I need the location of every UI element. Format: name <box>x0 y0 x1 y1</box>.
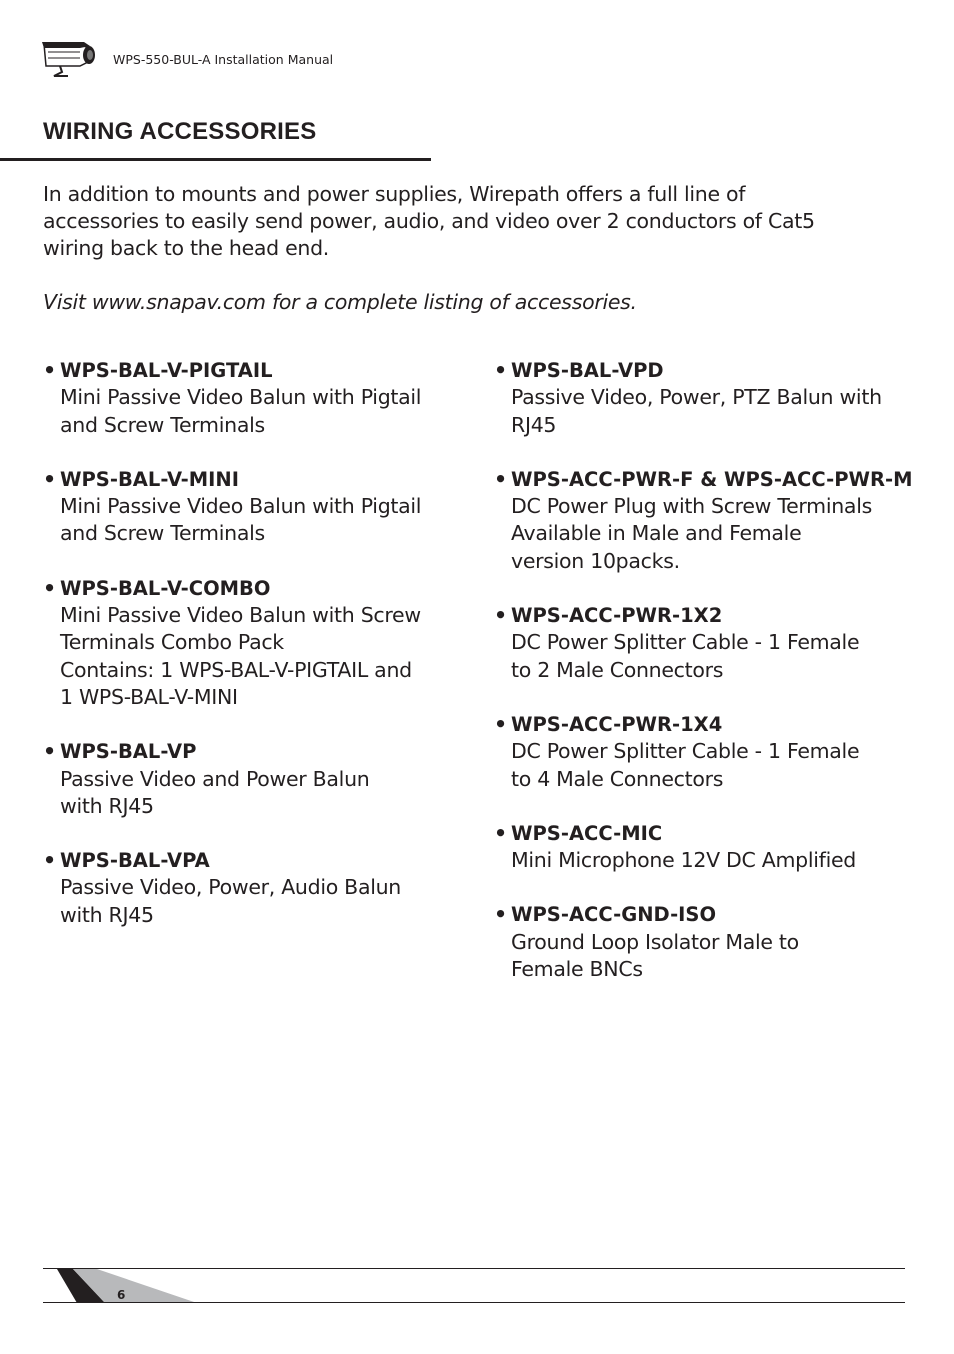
list-item <box>494 901 924 983</box>
page-corner-graphic <box>57 1269 197 1303</box>
bullet-camera-icon <box>40 38 102 78</box>
item-description: Contains: 1 WPS-BAL-V-PIGTAIL and <box>60 657 412 682</box>
section-title: WIRING ACCESSORIES <box>43 118 317 145</box>
item-description: and Screw Terminals <box>60 521 265 546</box>
item-code: WPS-ACC-PWR-F & WPS-ACC-PWR-M <box>511 467 913 491</box>
list-item <box>494 602 924 684</box>
item-code: WPS-BAL-VPD <box>511 359 664 382</box>
item-description: to 4 Male Connectors <box>511 766 724 791</box>
item-description: DC Power Plug with Screw Terminals <box>511 494 872 519</box>
item-description: 1 WPS-BAL-V-MINI <box>60 684 238 709</box>
bullet-glyph: • <box>494 902 507 927</box>
item-description: Passive Video, Power, PTZ Balun with <box>511 385 882 410</box>
page-number: 6 <box>117 1288 126 1302</box>
bullet-glyph: • <box>43 739 56 764</box>
item-description: RJ45 <box>511 412 557 437</box>
item-description: and Screw Terminals <box>60 412 265 437</box>
list-item <box>494 357 924 439</box>
bullet-glyph: • <box>494 466 507 491</box>
list-item <box>43 575 463 711</box>
intro-line: wiring back to the head end. <box>43 236 330 260</box>
item-code: WPS-BAL-VPA <box>60 849 210 873</box>
item-description: with RJ45 <box>60 902 154 927</box>
item-description: Available in Male and Female <box>511 521 802 546</box>
item-description: DC Power Splitter Cable - 1 Female <box>511 739 860 764</box>
item-description: Terminals Combo Pack <box>60 630 284 655</box>
item-description: Mini Microphone 12V DC Amplified <box>511 848 857 873</box>
footer-rule-bottom <box>43 1302 905 1303</box>
item-code: WPS-ACC-PWR-1X4 <box>511 712 723 736</box>
item-description: with RJ45 <box>60 793 154 818</box>
bullet-glyph: • <box>494 358 507 382</box>
bullet-glyph: • <box>43 848 56 873</box>
item-description: Mini Passive Video Balun with Screw <box>60 603 421 628</box>
bullet-glyph: • <box>43 358 56 382</box>
bullet-glyph: • <box>43 575 56 600</box>
bullet-glyph: • <box>494 820 507 845</box>
item-description: Female BNCs <box>511 957 643 982</box>
list-item <box>494 466 924 575</box>
accessory-list-right <box>494 357 924 1010</box>
item-description: Mini Passive Video Balun with Pigtail <box>60 385 422 410</box>
list-item <box>494 711 924 793</box>
item-description: Mini Passive Video Balun with Pigtail <box>60 494 422 519</box>
intro-line: accessories to easily send power, audio, and video over 2 conductors of Cat5 <box>43 209 815 233</box>
item-description: Ground Loop Isolator Male to <box>511 929 799 954</box>
accessory-list-left <box>43 357 463 956</box>
list-item <box>43 466 463 548</box>
bullet-glyph: • <box>494 603 507 628</box>
item-description: DC Power Splitter Cable - 1 Female <box>511 630 860 655</box>
item-description: version 10packs. <box>511 548 680 573</box>
intro-line: In addition to mounts and power supplies, Wirepath offers a full line of <box>43 182 746 206</box>
page-header <box>40 38 460 82</box>
item-code: WPS-ACC-GND-ISO <box>511 903 717 927</box>
list-item <box>43 738 463 820</box>
document-title: WPS-550-BUL-A Installation Manual <box>113 52 334 67</box>
list-item <box>43 847 463 929</box>
intro-paragraph <box>43 181 923 262</box>
item-code: WPS-BAL-V-PIGTAIL <box>60 359 273 382</box>
title-underline <box>0 158 431 161</box>
list-item <box>494 820 924 875</box>
item-description: Passive Video, Power, Audio Balun <box>60 875 401 900</box>
bullet-glyph: • <box>43 466 56 491</box>
item-code: WPS-BAL-V-COMBO <box>60 576 271 600</box>
item-code: WPS-BAL-VP <box>60 740 197 764</box>
item-code: WPS-ACC-MIC <box>511 821 663 845</box>
list-item <box>43 357 463 439</box>
item-description: to 2 Male Connectors <box>511 657 724 682</box>
visit-note: Visit www.snapav.com for a complete listing of accessories. <box>43 290 637 314</box>
item-code: WPS-BAL-V-MINI <box>60 467 239 491</box>
bullet-glyph: • <box>494 711 507 736</box>
item-code: WPS-ACC-PWR-1X2 <box>511 604 723 628</box>
item-description: Passive Video and Power Balun <box>60 766 370 791</box>
page-footer <box>43 1268 905 1304</box>
